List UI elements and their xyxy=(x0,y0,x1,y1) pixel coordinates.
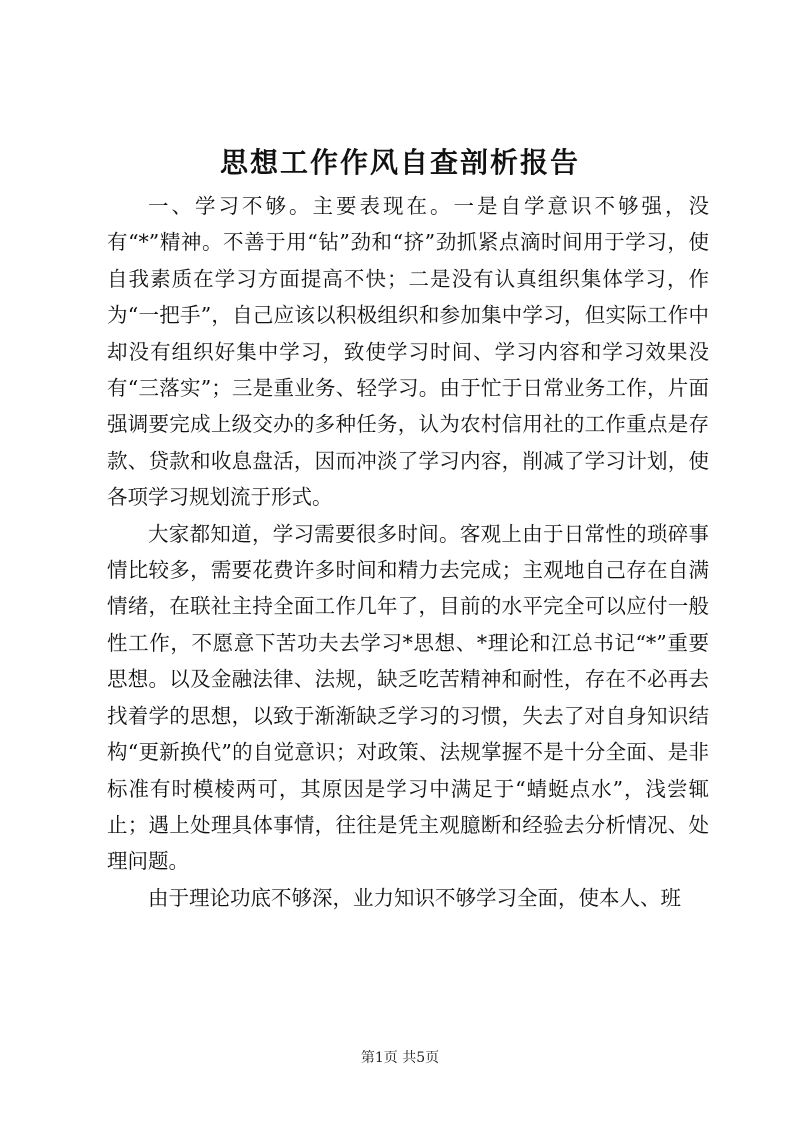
document-title: 思想工作作风自查剖析报告 xyxy=(219,146,580,179)
page-number-footer: 第1页 共5页 xyxy=(360,1050,440,1066)
paragraph-1: 一、学习不够。主要表现在。一是自学意识不够强，没有“*”精神。不善于用“钻”劲和“挤”劲抓紧点滴时间用于学习，使自我素质在学习方面提高不快；二是没有认真组织集体学习，作为“一把手”，自己应该以积极组织和参加集中学习，但实际工作中却没有组织好集中学习，致使学习时间、学习内容和学习效果没有“三落实”；三是重业务、轻学习。由于忙于日常业务工作，片面强调要完成上级交办的多种任务，认为农村信用社的工作重点是存款、贷款和收息盘活，因而冲淡了学习内容，削减了学习计划，使各项学习规划流于形式。 xyxy=(107,194,709,510)
paragraph-3: 由于理论功底不够深，业力知识不够学习全面，使本人、班 xyxy=(148,885,681,910)
document-body xyxy=(107,188,709,916)
paragraph-2: 大家都知道，学习需要很多时间。客观上由于日常性的琐碎事情比较多，需要花费许多时间和精力去完成；主观地自己存在自满情绪，在联社主持全面工作几年了，目前的水平完全可以应付一般性工作，不愿意下苦功夫去学习*思想、*理论和江总书记“*”重要思想。以及金融法律、法规，缺乏吃苦精神和耐性，存在不必再去找着学的思想，以致于渐渐缺乏学习的习惯，失去了对自身知识结构“更新换代”的自觉意识；对政策、法规掌握不是十分全面、是非标准有时模棱两可，其原因是学习中满足于“蜻蜓点水”，浅尝辄止；遇上处理具体事情，往往是凭主观臆断和经验去分析情况、处理问题。 xyxy=(107,521,709,874)
